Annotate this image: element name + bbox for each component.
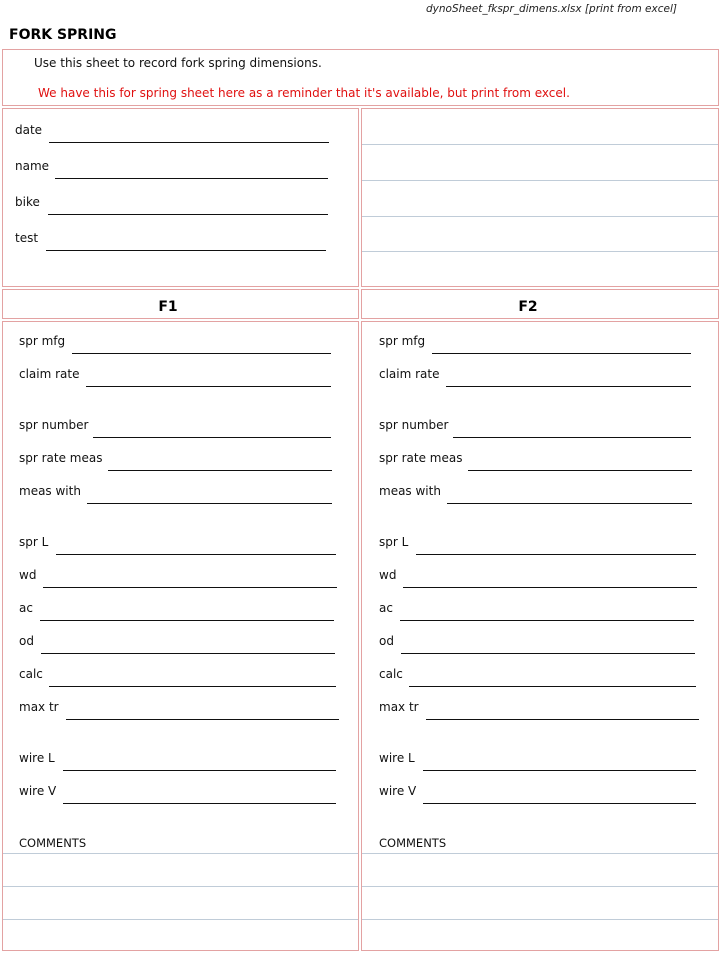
intro-warning: We have this for spring sheet here as a reminder that it's available, but print from excel. (38, 86, 570, 100)
comment-line[interactable] (362, 919, 718, 920)
field-line (446, 386, 691, 387)
field-label: spr L (379, 535, 409, 549)
field-label: spr rate meas (379, 451, 463, 465)
field-line (426, 719, 699, 720)
field-line (46, 250, 326, 251)
f1-field-od[interactable] (19, 634, 339, 654)
f2-field-claim-rate[interactable] (379, 367, 699, 387)
field-label: bike (15, 195, 40, 209)
field-label: meas with (19, 484, 81, 498)
field-line (108, 470, 332, 471)
field-label: calc (379, 667, 403, 681)
field-label: wd (19, 568, 37, 582)
field-line (72, 353, 331, 354)
comment-line[interactable] (362, 886, 718, 887)
f1-comments-label: COMMENTS (19, 836, 87, 850)
field-line (63, 803, 336, 804)
field-line (49, 142, 329, 143)
field-line (400, 620, 694, 621)
field-label: spr number (19, 418, 89, 432)
field-label: wire L (19, 751, 55, 765)
field-label: claim rate (379, 367, 440, 381)
field-line (86, 386, 331, 387)
field-line (63, 770, 336, 771)
f2-field-meas-with[interactable] (379, 484, 699, 504)
field-label: max tr (379, 700, 419, 714)
field-line (87, 503, 332, 504)
field-line (468, 470, 692, 471)
field-line (40, 620, 334, 621)
field-line (401, 653, 695, 654)
field-label: spr number (379, 418, 449, 432)
f2-field-spr-l[interactable] (379, 535, 699, 555)
f1-field-max-tr[interactable] (19, 700, 339, 720)
field-label: wire V (379, 784, 417, 798)
field-line (423, 803, 696, 804)
f1-field-meas-with[interactable] (19, 484, 339, 504)
field-line (66, 719, 339, 720)
notes-rule (362, 216, 718, 217)
field-line (56, 554, 336, 555)
notes-rule (362, 144, 718, 145)
f2-field-max-tr[interactable] (379, 700, 699, 720)
f1-field-wd[interactable] (19, 568, 339, 588)
field-label: meas with (379, 484, 441, 498)
field-label: wd (379, 568, 397, 582)
field-line (447, 503, 692, 504)
f2-field-wire-l[interactable] (379, 751, 699, 771)
field-label: od (19, 634, 34, 648)
field-line (403, 587, 697, 588)
field-test[interactable] (15, 231, 330, 251)
page-title: FORK SPRING (9, 27, 117, 43)
field-label: od (379, 634, 394, 648)
f1-heading: F1 (158, 299, 178, 315)
f2-field-wire-v[interactable] (379, 784, 699, 804)
field-line (453, 437, 691, 438)
f1-field-claim-rate[interactable] (19, 367, 339, 387)
f1-field-wire-l[interactable] (19, 751, 339, 771)
field-line (416, 554, 696, 555)
field-name[interactable] (15, 159, 330, 179)
field-label: wire L (379, 751, 415, 765)
f2-field-spr-rate-meas[interactable] (379, 451, 699, 471)
notes-panel (361, 108, 719, 287)
field-line (409, 686, 696, 687)
comment-line[interactable] (3, 919, 358, 920)
f1-field-spr-mfg[interactable] (19, 334, 339, 354)
field-line (55, 178, 328, 179)
field-label: test (15, 231, 39, 245)
field-label: name (15, 159, 50, 173)
field-line (423, 770, 696, 771)
field-label: calc (19, 667, 43, 681)
comment-line[interactable] (3, 886, 358, 887)
field-label: ac (379, 601, 393, 615)
field-line (41, 653, 335, 654)
f2-comments-label: COMMENTS (379, 836, 447, 850)
f2-field-spr-number[interactable] (379, 418, 699, 438)
field-label: spr rate meas (19, 451, 103, 465)
notes-rule (362, 180, 718, 181)
field-label: max tr (19, 700, 59, 714)
f2-field-spr-mfg[interactable] (379, 334, 699, 354)
f2-field-wd[interactable] (379, 568, 699, 588)
comment-line[interactable] (362, 853, 718, 854)
f2-field-ac[interactable] (379, 601, 699, 621)
f1-field-calc[interactable] (19, 667, 339, 687)
field-label: spr L (19, 535, 49, 549)
field-line (93, 437, 331, 438)
field-line (48, 214, 328, 215)
f1-field-spr-number[interactable] (19, 418, 339, 438)
f1-field-ac[interactable] (19, 601, 339, 621)
field-bike[interactable] (15, 195, 330, 215)
field-label: date (15, 123, 43, 137)
f1-field-spr-rate-meas[interactable] (19, 451, 339, 471)
field-line (432, 353, 691, 354)
field-line (49, 686, 336, 687)
intro-text: Use this sheet to record fork spring dimensions. (34, 56, 322, 70)
field-line (43, 587, 337, 588)
field-label: spr mfg (379, 334, 426, 348)
f2-heading: F2 (518, 299, 538, 315)
field-date[interactable] (15, 123, 330, 143)
notes-rule (362, 251, 718, 252)
f2-field-calc[interactable] (379, 667, 699, 687)
field-label: wire V (19, 784, 57, 798)
field-label: claim rate (19, 367, 80, 381)
f2-field-od[interactable] (379, 634, 699, 654)
field-label: ac (19, 601, 33, 615)
comment-line[interactable] (3, 853, 358, 854)
f1-field-wire-v[interactable] (19, 784, 339, 804)
f1-field-spr-l[interactable] (19, 535, 339, 555)
field-label: spr mfg (19, 334, 66, 348)
file-name: dynoSheet_fkspr_dimens.xlsx [print from excel] (426, 3, 677, 15)
